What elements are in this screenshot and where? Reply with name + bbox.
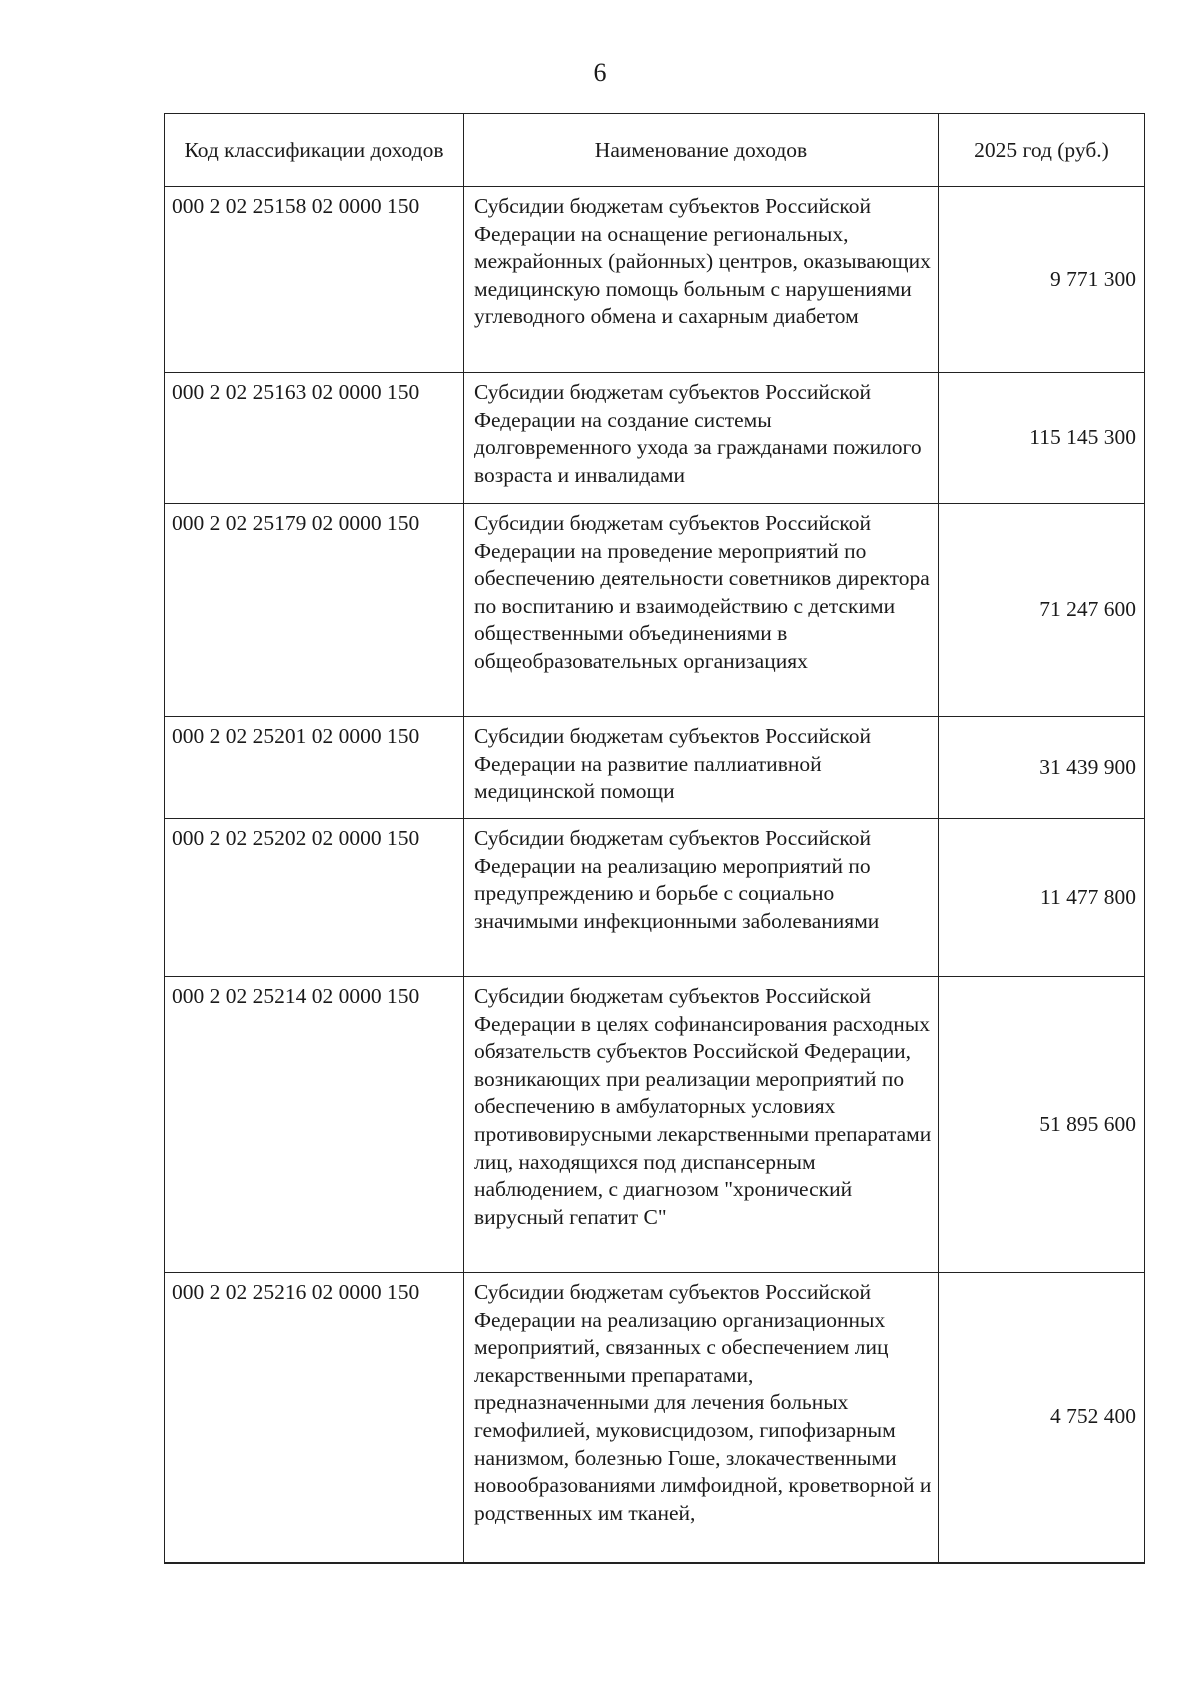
income-table: [164, 113, 1145, 1564]
row-code: 000 2 02 25214 02 0000 150: [165, 977, 464, 1273]
table-row: [165, 373, 1145, 504]
row-name: Субсидии бюджетам субъектов Российской Федерации на реализацию организационных мероприятий, связанных с обеспечением лиц лекарственными препаратами, предназначенными для лечения больных гемофилией, муковисцидозом, гипофизарным нанизмом, болезнью Гоше, злокачественными новообразованиями лимфоидной, кроветворной и родственных им тканей,: [464, 1273, 939, 1563]
table-row: [165, 1273, 1145, 1563]
row-amount: 9 771 300: [939, 187, 1145, 373]
row-name: Субсидии бюджетам субъектов Российской Федерации на оснащение региональных, межрайонных (районных) центров, оказывающих медицинскую помощь больным с нарушениями углеводного обмена и сахарным диабетом: [464, 187, 939, 373]
row-amount: 51 895 600: [939, 977, 1145, 1273]
row-code: 000 2 02 25163 02 0000 150: [165, 373, 464, 504]
row-name: Субсидии бюджетам субъектов Российской Федерации в целях софинансирования расходных обязательств субъектов Российской Федерации, возникающих при реализации мероприятий по обеспечению в амбулаторных условиях противовирусными лекарственными препаратами лиц, находящихся под диспансерным наблюдением, с диагнозом "хронический вирусный гепатит С": [464, 977, 939, 1273]
row-code: 000 2 02 25202 02 0000 150: [165, 819, 464, 977]
table-row: [165, 187, 1145, 373]
row-code: 000 2 02 25179 02 0000 150: [165, 504, 464, 717]
table-header-row: [165, 114, 1145, 187]
header-code: Код классификации доходов: [165, 114, 464, 187]
row-amount: 115 145 300: [939, 373, 1145, 504]
page-number: 6: [593, 58, 607, 87]
row-code: 000 2 02 25158 02 0000 150: [165, 187, 464, 373]
row-name: Субсидии бюджетам субъектов Российской Федерации на создание системы долговременного ухода за гражданами пожилого возраста и инвалидами: [464, 373, 939, 504]
table-row: [165, 504, 1145, 717]
header-amount: 2025 год (руб.): [939, 114, 1145, 187]
row-code: 000 2 02 25201 02 0000 150: [165, 717, 464, 819]
table-row: [165, 819, 1145, 977]
row-code: 000 2 02 25216 02 0000 150: [165, 1273, 464, 1563]
header-name: Наименование доходов: [464, 114, 939, 187]
row-name: Субсидии бюджетам субъектов Российской Федерации на реализацию мероприятий по предупреждению и борьбе с социально значимыми инфекционными заболеваниями: [464, 819, 939, 977]
table-row: [165, 977, 1145, 1273]
row-amount: 11 477 800: [939, 819, 1145, 977]
table-row: [165, 717, 1145, 819]
row-name: Субсидии бюджетам субъектов Российской Федерации на проведение мероприятий по обеспечению деятельности советников директора по воспитанию и взаимодействию с детскими общественными объединениями в общеобразовательных организациях: [464, 504, 939, 717]
row-amount: 31 439 900: [939, 717, 1145, 819]
row-amount: 71 247 600: [939, 504, 1145, 717]
row-amount: 4 752 400: [939, 1273, 1145, 1563]
row-name: Субсидии бюджетам субъектов Российской Федерации на развитие паллиативной медицинской помощи: [464, 717, 939, 819]
